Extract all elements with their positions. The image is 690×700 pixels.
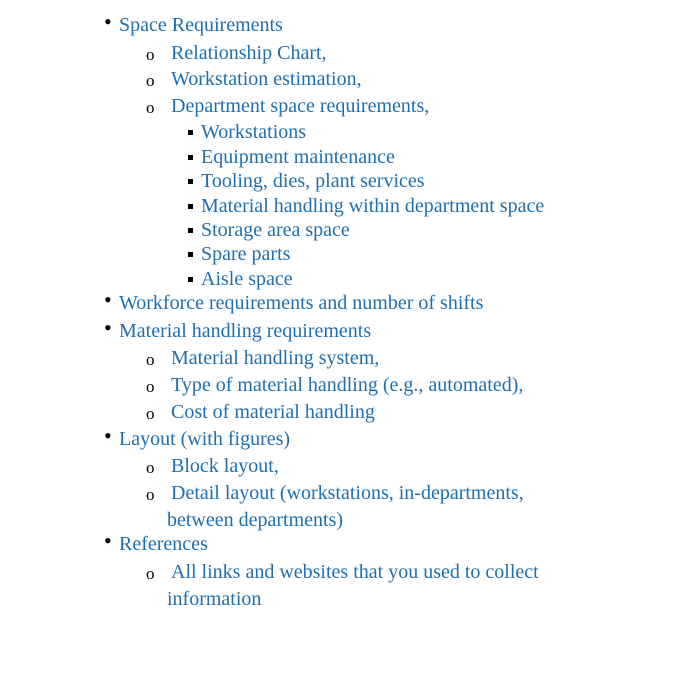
bullet-square-icon bbox=[188, 130, 193, 135]
list-item-level-3 bbox=[0, 194, 690, 218]
list-item-level-1 bbox=[0, 287, 690, 315]
list-item-level-3 bbox=[0, 218, 690, 242]
list-item-level-3 bbox=[0, 120, 690, 144]
list-item-text: Storage area space bbox=[201, 219, 350, 241]
bullet-disc-icon: • bbox=[104, 315, 112, 340]
list-item-text: Workstation estimation, bbox=[171, 68, 362, 90]
list-item-level-3 bbox=[0, 145, 690, 169]
list-item-level-2 bbox=[0, 373, 690, 397]
list-item-text: Workforce requirements and number of shifts bbox=[119, 292, 484, 314]
bullet-circle-icon: o bbox=[146, 485, 155, 504]
list-item-text: Department space requirements, bbox=[171, 95, 430, 117]
bullet-circle-icon: o bbox=[146, 564, 155, 583]
list-item-level-3 bbox=[0, 169, 690, 193]
list-item-level-1 bbox=[0, 9, 690, 37]
list-item-text: Block layout, bbox=[171, 455, 279, 477]
bullet-disc-icon: • bbox=[104, 423, 112, 448]
list-item-level-2 bbox=[0, 67, 690, 91]
list-item-text: References bbox=[119, 533, 208, 555]
list-item-level-2 bbox=[0, 454, 690, 478]
bullet-square-icon bbox=[188, 155, 193, 160]
bullet-disc-icon: • bbox=[104, 287, 112, 312]
list-item-level-3 bbox=[0, 242, 690, 266]
list-item-text: Layout (with figures) bbox=[119, 428, 291, 450]
bullet-square-icon bbox=[188, 228, 193, 233]
bullet-square-icon bbox=[188, 179, 193, 184]
list-item-text: Material handling requirements bbox=[119, 320, 372, 342]
bullet-circle-icon: o bbox=[146, 350, 155, 369]
list-item-text: All links and websites that you used to collect bbox=[171, 561, 539, 583]
list-item-text: Relationship Chart, bbox=[171, 42, 327, 64]
bullet-square-icon bbox=[188, 277, 193, 282]
bullet-circle-icon: o bbox=[146, 377, 155, 396]
list-item-level-2 bbox=[0, 94, 690, 118]
list-item-text: Cost of material handling bbox=[171, 401, 375, 423]
list-item-text: information bbox=[167, 588, 262, 610]
list-item-level-2 bbox=[0, 41, 690, 65]
list-item-text: Material handling within department space bbox=[201, 195, 545, 217]
bullet-circle-icon: o bbox=[146, 404, 155, 423]
bullet-circle-icon: o bbox=[146, 71, 155, 90]
list-item-text: Equipment maintenance bbox=[201, 146, 395, 168]
list-item-level-1 bbox=[0, 423, 690, 451]
list-item-level-2 bbox=[0, 346, 690, 370]
list-item-text: Aisle space bbox=[201, 268, 293, 290]
list-item-text: Type of material handling (e.g., automated), bbox=[171, 374, 524, 396]
list-item-text: Workstations bbox=[201, 121, 307, 143]
bullet-circle-icon: o bbox=[146, 458, 155, 477]
list-item-text: Space Requirements bbox=[119, 14, 283, 36]
bullet-circle-icon: o bbox=[146, 45, 155, 64]
list-item-text: Tooling, dies, plant services bbox=[201, 170, 425, 192]
list-item-level-2 bbox=[0, 400, 690, 424]
bullet-circle-icon: o bbox=[146, 98, 155, 117]
list-item-level-1 bbox=[0, 528, 690, 556]
bullet-square-icon bbox=[188, 252, 193, 257]
list-item-level-1 bbox=[0, 315, 690, 343]
bullet-disc-icon: • bbox=[104, 528, 112, 553]
list-item-level-2 bbox=[0, 481, 690, 505]
list-item-text: Material handling system, bbox=[171, 347, 380, 369]
bullet-square-icon bbox=[188, 204, 193, 209]
list-item-text: between departments) bbox=[167, 509, 344, 531]
list-item-level-2 bbox=[0, 560, 690, 584]
list-item-continuation bbox=[0, 587, 690, 611]
bullet-disc-icon: • bbox=[104, 9, 112, 34]
list-item-text: Detail layout (workstations, in-departments, bbox=[171, 482, 524, 504]
list-item-text: Spare parts bbox=[201, 243, 291, 265]
